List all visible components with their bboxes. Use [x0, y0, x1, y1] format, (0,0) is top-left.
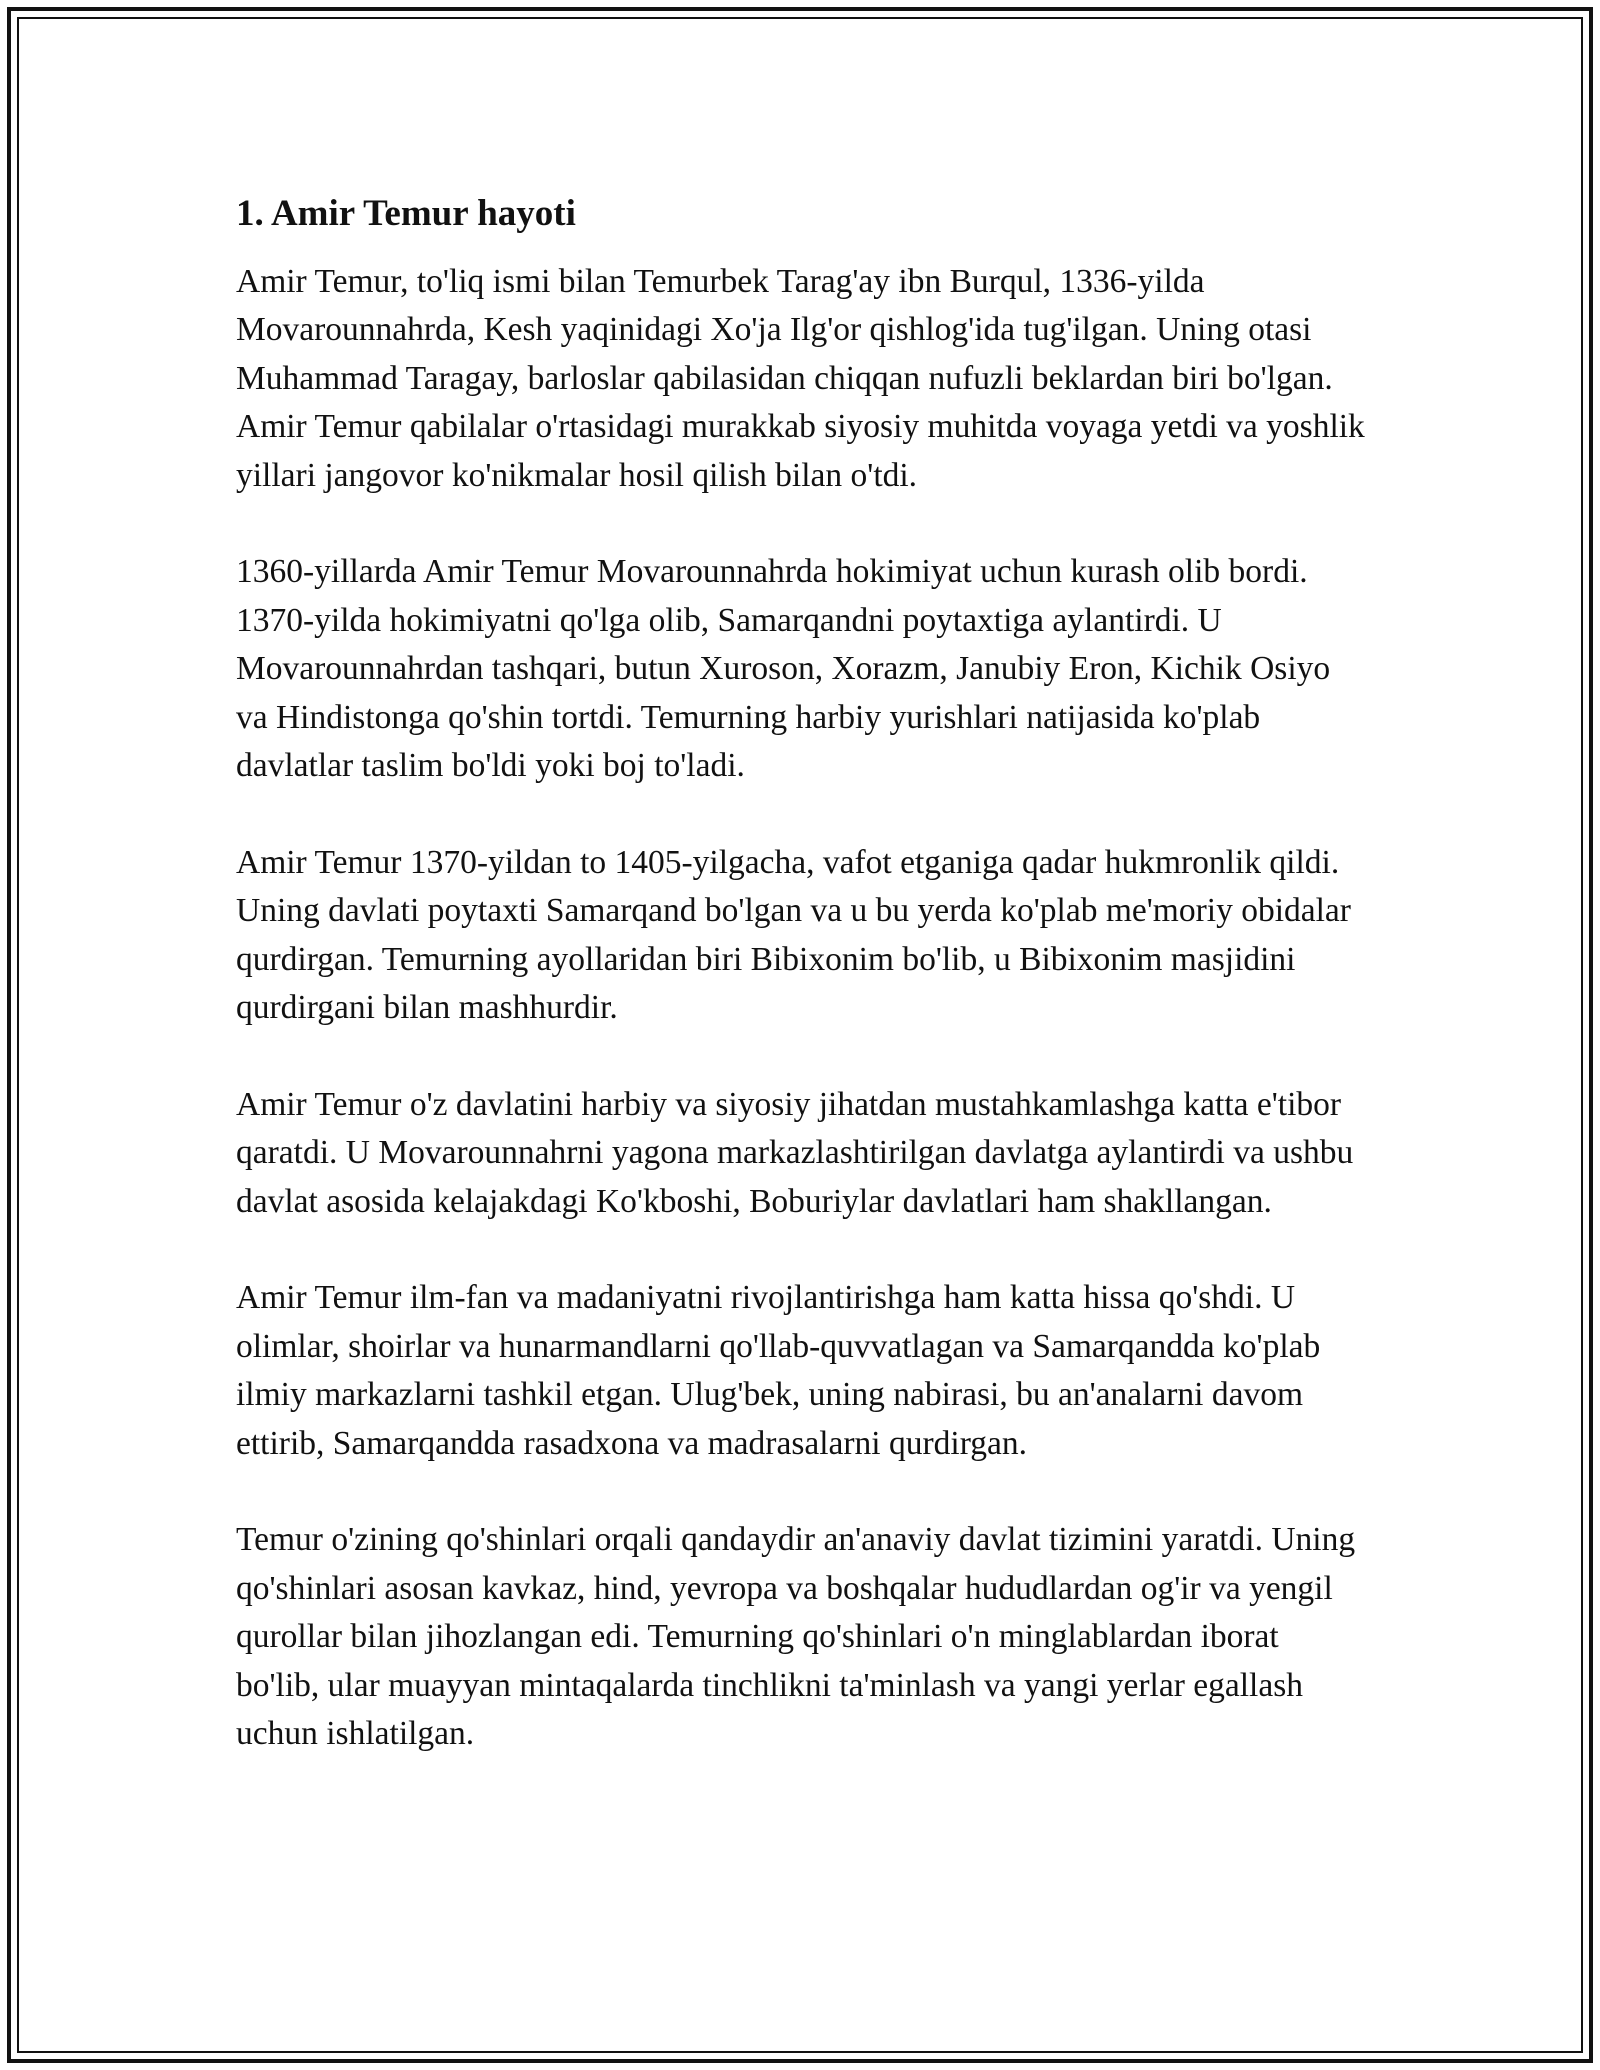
- paragraph: Temur o'zining qo'shinlari orqali qandaydir an'anaviy davlat tizimini yaratdi. Uning qo'shinlari asosan kavkaz, hind, yevropa va boshqalar hududlardan og'ir va yengil qurollar bilan jihozlangan edi. Temurning qo'shinlari o'n minglablardan iborat bo'lib, ular muayyan mintaqalarda tinchlikni ta'minlash va yangi yerlar egallash uchun ishlatilgan.: [236, 1521, 1356, 1753]
- paragraph: 1360-yillarda Amir Temur Movarounnahrda hokimiyat uchun kurash olib bordi. 1370-yilda hokimiyatni qo'lga olib, Samarqandni poytaxtiga aylantirdi. U Movarounnahrdan tashqari, butun Xuroson, Xorazm, Janubiy Eron, Kichik Osiyo va Hindistonga qo'shin tortdi. Temurning harbiy yurishlari natijasida ko'plab davlatlar taslim bo'ldi yoki boj to'ladi.: [236, 553, 1331, 785]
- paragraph: Amir Temur o'z davlatini harbiy va siyosiy jihatdan mustahkamlashga katta e'tibor qaratdi. U Movarounnahrni yagona markazlashtirilgan davlatga aylantirdi va ushbu davlat asosida kelajakdagi Ko'kboshi, Boburiylar davlatlari ham shakllangan.: [236, 1085, 1354, 1220]
- section-title: 1. Amir Temur hayoti: [236, 193, 576, 234]
- paragraph: Amir Temur 1370-yildan to 1405-yilgacha, vafot etganiga qadar hukmronlik qildi. Uning davlati poytaxti Samarqand bo'lgan va u bu yerda ko'plab me'moriy obidalar qurdirgan. Temurning ayollaridan biri Bibixonim bo'lib, u Bibixonim masjidini qurdirgani bilan mashhurdir.: [236, 843, 1351, 1027]
- paragraph: Amir Temur, to'liq ismi bilan Temurbek Tarag'ay ibn Burqul, 1336-yilda Movarounnahrda, Kesh yaqinidagi Xo'ja Ilg'or qishlog'ida tug'ilgan. Uning otasi Muhammad Taragay, barloslar qabilasidan chiqqan nufuzli beklardan biri bo'lgan. Amir Temur qabilalar o'rtasidagi murakkab siyosiy muhitda voyaga yetdi va yoshlik yillari jangovor ko'nikmalar hosil qilish bilan o'tdi.: [236, 263, 1365, 494]
- document-body: [236, 186, 1366, 1759]
- paragraph: Amir Temur ilm-fan va madaniyatni rivojlantirishga ham katta hissa qo'shdi. U olimlar, shoirlar va hunarmandlarni qo'llab-quvvatlagan va Samarqandda ko'plab ilmiy markazlarni tashkil etgan. Ulug'bek, uning nabirasi, bu an'analarni davom ettirib, Samarqandda rasadxona va madrasalarni qurdirgan.: [236, 1279, 1321, 1462]
